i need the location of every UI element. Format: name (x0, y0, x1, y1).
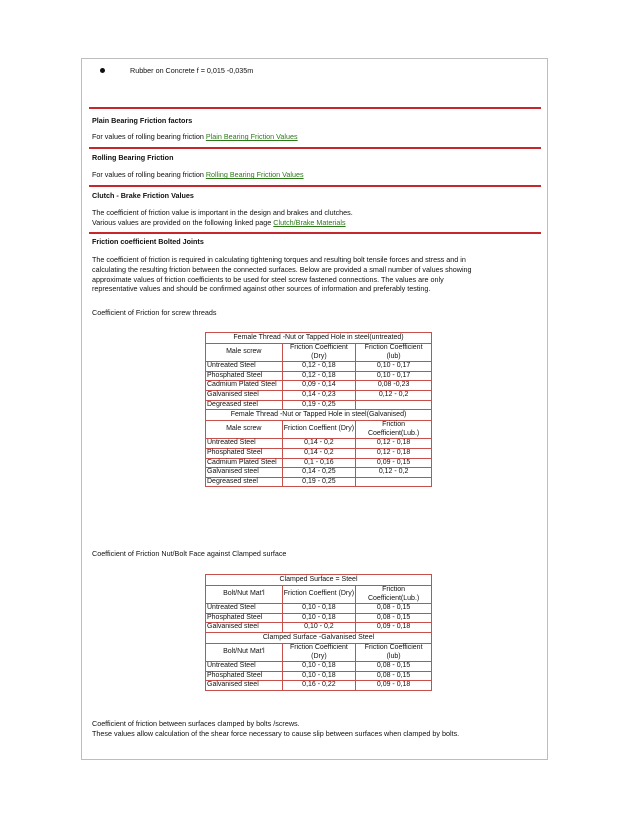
section-divider (89, 185, 541, 187)
table-row (206, 362, 432, 372)
table-cell: 0,16 - 0,22 (282, 681, 356, 691)
clutch-line-1: The coefficient of friction value is important in the design and brakes and clutches. (92, 208, 353, 217)
table-cell: 0,12 - 0,2 (356, 468, 432, 478)
column-header: Friction Coefficient(Lub.) (356, 586, 432, 604)
table-cell: 0,10 - 0,17 (356, 362, 432, 372)
table-cell: 0,10 - 0,18 (282, 604, 356, 614)
plain-bearing-text (92, 132, 298, 142)
rolling-bearing-link[interactable]: Rolling Bearing Friction Values (205, 170, 304, 179)
clutch-link[interactable]: Clutch/Brake Materials (273, 217, 346, 227)
screw-table-1-title: Female Thread -Nut or Tapped Hole in steel(untreated) (206, 333, 432, 344)
clutch-paragraph (92, 208, 538, 228)
table-row (206, 381, 432, 391)
table-row (206, 623, 432, 633)
table-cell: Degreased steel (206, 477, 283, 487)
table-cell: Untreated Steel (206, 362, 283, 372)
footer-paragraph (92, 719, 538, 739)
table-cell: 0,10 - 0,18 (282, 671, 356, 681)
rolling-bearing-text (92, 170, 304, 180)
table-row (206, 439, 432, 449)
table-cell: 0,12 - 0,18 (356, 439, 432, 449)
bolted-line-1: The coefficient of friction is required in calculating tightening torques and resulting bolt tensile forces and stress and in (92, 255, 466, 264)
section-divider (89, 147, 541, 149)
nut-table-2-title: Clamped Surface -Galvanised Steel (206, 632, 432, 643)
table-cell: Cadmium Plated Steel (206, 458, 283, 468)
table-cell: Phosphated Steel (206, 671, 283, 681)
column-header: Friction Coeffient (Dry) (282, 586, 356, 604)
bolted-line-2: calculating the resulting friction between the connected surfaces. Below are provided a small number of values showing (92, 264, 472, 274)
plain-bearing-heading: Plain Bearing Friction factors (92, 116, 193, 125)
table-cell: Phosphated Steel (206, 613, 283, 623)
table-cell: Galvanised steel (206, 468, 283, 478)
bolted-joints-heading: Friction coefficient Bolted Joints (92, 237, 204, 246)
section-divider (89, 232, 541, 234)
table-cell: Cadmium Plated Steel (206, 381, 283, 391)
bolted-joints-paragraph (92, 255, 538, 294)
bullet-icon (100, 68, 105, 73)
column-header: Bolt/Nut Mat'l (206, 586, 283, 604)
bullet-text: Rubber on Concrete f = 0,015 -0,035m (130, 66, 254, 75)
table-row (206, 371, 432, 381)
table-row (206, 477, 432, 487)
table-cell: Galvanised steel (206, 623, 283, 633)
table-cell: 0,09 - 0,18 (356, 681, 432, 691)
column-header: Bolt/Nut Mat'l (206, 643, 283, 661)
table-cell: 0,19 - 0,25 (282, 477, 356, 487)
column-header: Friction Coefficient(Lub.) (356, 421, 432, 439)
table-row (206, 604, 432, 614)
table-cell: 0,09 - 0,18 (356, 623, 432, 633)
table-cell: 0,14 - 0,23 (282, 390, 356, 400)
table-cell: Galvanised steel (206, 390, 283, 400)
bolted-line-3: approximate values of friction coefficients to be used for steel screw fastened connections. The values are only (92, 274, 444, 284)
table-cell: Untreated Steel (206, 604, 283, 614)
nut-table-1-title: Clamped Surface = Steel (206, 575, 432, 586)
nut-bolt-table (205, 574, 432, 691)
table-row (206, 448, 432, 458)
column-header: Friction Coefficient (Dry) (282, 344, 356, 362)
column-header: Friction Coefficient (lub) (356, 643, 432, 661)
table-cell: Degreased steel (206, 400, 283, 410)
table-cell: 0,08 - 0,15 (356, 613, 432, 623)
footer-line-2: These values allow calculation of the shear force necessary to cause slip between surfaces when clamped by bolts. (92, 728, 460, 738)
column-header: Friction Coeffient (Dry) (282, 421, 356, 439)
column-header: Male screw (206, 344, 283, 362)
table-row (206, 400, 432, 410)
table-cell: Phosphated Steel (206, 448, 283, 458)
screw-threads-caption: Coefficient of Friction for screw threads (92, 308, 217, 317)
table-row (206, 662, 432, 672)
table-row (206, 681, 432, 691)
table-cell: 0,12 - 0,18 (282, 362, 356, 372)
table-cell (356, 400, 432, 410)
clutch-heading: Clutch - Brake Friction Values (92, 191, 194, 200)
table-cell: 0,14 - 0,2 (282, 439, 356, 449)
table-cell: 0,10 - 0,2 (282, 623, 356, 633)
nut-bolt-caption: Coefficient of Friction Nut/Bolt Face against Clamped surface (92, 549, 287, 558)
footer-line-1: Coefficient of friction between surfaces clamped by bolts /screws. (92, 719, 300, 728)
column-header: Friction Coefficient (lub) (356, 344, 432, 362)
table-cell: 0,12 - 0,18 (356, 448, 432, 458)
table-row (206, 390, 432, 400)
table-cell: 0,08 - 0,15 (356, 662, 432, 672)
table-cell: 0,09 - 0,14 (282, 381, 356, 391)
table-cell: 0,12 - 0,2 (356, 390, 432, 400)
table-cell: Phosphated Steel (206, 371, 283, 381)
table-cell: Untreated Steel (206, 439, 283, 449)
table-row (206, 468, 432, 478)
section-divider (89, 107, 541, 109)
screw-table-2-title: Female Thread -Nut or Tapped Hole in steel(Galvanised) (206, 410, 432, 421)
table-cell: 0,10 - 0,17 (356, 371, 432, 381)
table-cell (356, 477, 432, 487)
column-header: Friction Coefficient (Dry) (282, 643, 356, 661)
clutch-line-2-prefix: Various values are provided on the following linked page (92, 217, 274, 227)
clutch-line-2 (92, 218, 538, 228)
table-cell: 0,10 - 0,18 (282, 613, 356, 623)
table-cell: 0,08 -0,23 (356, 381, 432, 391)
table-cell: 0,14 - 0,2 (282, 448, 356, 458)
plain-bearing-text-prefix: For values of rolling bearing friction (92, 132, 206, 141)
table-row (206, 671, 432, 681)
table-cell: 0,09 - 0,15 (356, 458, 432, 468)
table-cell: 0,10 - 0,18 (282, 662, 356, 672)
table-cell: 0,1 - 0,16 (282, 458, 356, 468)
bolted-line-4: representative values and should be confirmed against other sources of information and preferably testing. (92, 284, 431, 294)
table-cell: Untreated Steel (206, 662, 283, 672)
table-cell: 0,08 - 0,15 (356, 604, 432, 614)
table-row (206, 613, 432, 623)
rolling-bearing-heading: Rolling Bearing Friction (92, 153, 174, 162)
column-header: Male screw (206, 421, 283, 439)
table-cell: Galvanised steel (206, 681, 283, 691)
table-row (206, 458, 432, 468)
table-cell: 0,12 - 0,18 (282, 371, 356, 381)
table-cell: 0,08 - 0,15 (356, 671, 432, 681)
plain-bearing-link[interactable]: Plain Bearing Friction Values (205, 132, 298, 141)
table-cell: 0,14 - 0,25 (282, 468, 356, 478)
rolling-bearing-text-prefix: For values of rolling bearing friction (92, 170, 206, 179)
screw-threads-table (205, 332, 432, 487)
table-cell: 0,19 - 0,25 (282, 400, 356, 410)
